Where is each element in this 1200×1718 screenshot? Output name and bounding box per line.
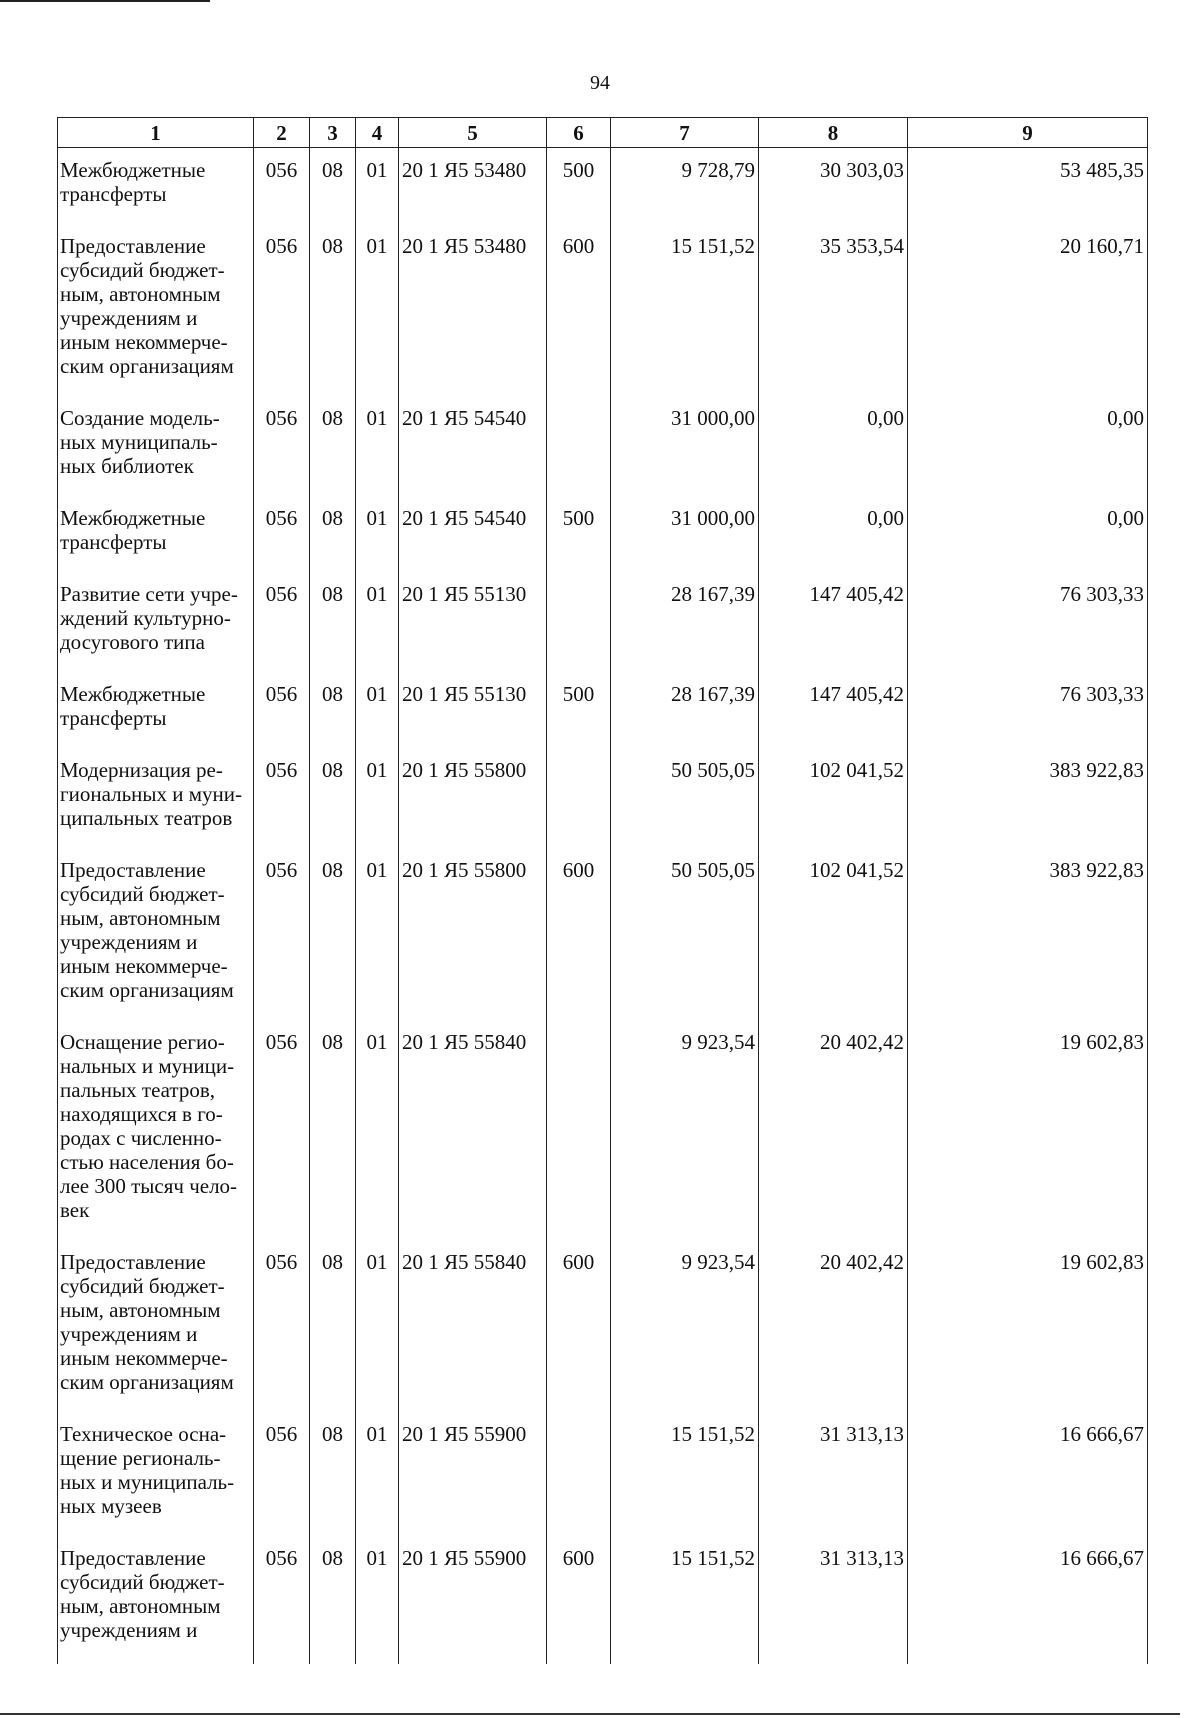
table-row [58, 1412, 1148, 1536]
cell-amount-col8: 30 303,03 [759, 148, 908, 225]
cell-name: Модернизация ре-гиональных и муни-ципальных театров [58, 748, 254, 848]
table-row [58, 396, 1148, 496]
cell-admin-code: 056 [254, 1536, 310, 1664]
cell-expense-type [547, 396, 611, 496]
cell-admin-code: 056 [254, 748, 310, 848]
cell-target-article: 20 1 Я5 55130 [399, 672, 547, 748]
cell-admin-code: 056 [254, 396, 310, 496]
cell-section: 08 [310, 496, 356, 572]
header-col-4: 4 [356, 118, 399, 148]
cell-admin-code: 056 [254, 496, 310, 572]
cell-amount-col7: 50 505,05 [611, 748, 759, 848]
header-col-2: 2 [254, 118, 310, 148]
cell-amount-col8: 0,00 [759, 496, 908, 572]
header-col-7: 7 [611, 118, 759, 148]
cell-subsection: 01 [356, 572, 399, 672]
cell-amount-col7: 15 151,52 [611, 224, 759, 396]
cell-subsection: 01 [356, 748, 399, 848]
cell-amount-col9: 20 160,71 [908, 224, 1148, 396]
cell-amount-col9: 16 666,67 [908, 1412, 1148, 1536]
cell-section: 08 [310, 1536, 356, 1664]
cell-amount-col9: 19 602,83 [908, 1020, 1148, 1240]
cell-target-article: 20 1 Я5 54540 [399, 396, 547, 496]
cell-section: 08 [310, 1412, 356, 1536]
cell-amount-col8: 0,00 [759, 396, 908, 496]
table-row [58, 572, 1148, 672]
cell-target-article: 20 1 Я5 53480 [399, 148, 547, 225]
cell-expense-type: 500 [547, 148, 611, 225]
cell-section: 08 [310, 672, 356, 748]
page-number: 94 [590, 72, 610, 94]
cell-target-article: 20 1 Я5 55840 [399, 1020, 547, 1240]
cell-subsection: 01 [356, 224, 399, 396]
cell-amount-col7: 15 151,52 [611, 1412, 759, 1536]
cell-expense-type: 600 [547, 1240, 611, 1412]
scan-edge-line-top [0, 0, 210, 2]
cell-admin-code: 056 [254, 224, 310, 396]
cell-subsection: 01 [356, 672, 399, 748]
cell-amount-col8: 102 041,52 [759, 848, 908, 1020]
cell-amount-col8: 31 313,13 [759, 1412, 908, 1536]
table-header-row [58, 118, 1148, 148]
cell-amount-col9: 0,00 [908, 496, 1148, 572]
cell-amount-col9: 16 666,67 [908, 1536, 1148, 1664]
cell-subsection: 01 [356, 148, 399, 225]
cell-amount-col7: 31 000,00 [611, 396, 759, 496]
cell-amount-col8: 147 405,42 [759, 572, 908, 672]
cell-target-article: 20 1 Я5 55900 [399, 1536, 547, 1664]
cell-target-article: 20 1 Я5 55800 [399, 748, 547, 848]
cell-name: Межбюджетные трансферты [58, 148, 254, 225]
cell-section: 08 [310, 148, 356, 225]
cell-subsection: 01 [356, 1412, 399, 1536]
cell-name: Развитие сети учре-ждений культурно-досугового типа [58, 572, 254, 672]
cell-target-article: 20 1 Я5 53480 [399, 224, 547, 396]
table-row [58, 1536, 1148, 1664]
cell-name: Оснащение регио-нальных и муници-пальных театров, находящихся в го-родах с численно-стью населения бо-лее 300 тысяч чело-век [58, 1020, 254, 1240]
cell-name: Создание модель-ных муниципаль-ных библиотек [58, 396, 254, 496]
cell-admin-code: 056 [254, 672, 310, 748]
cell-amount-col8: 20 402,42 [759, 1240, 908, 1412]
cell-expense-type: 600 [547, 848, 611, 1020]
cell-amount-col7: 15 151,52 [611, 1536, 759, 1664]
table-body [58, 148, 1148, 1665]
cell-admin-code: 056 [254, 572, 310, 672]
cell-admin-code: 056 [254, 1412, 310, 1536]
cell-expense-type [547, 1412, 611, 1536]
table-row [58, 848, 1148, 1020]
cell-expense-type: 600 [547, 224, 611, 396]
table-row [58, 1020, 1148, 1240]
cell-admin-code: 056 [254, 148, 310, 225]
cell-section: 08 [310, 396, 356, 496]
cell-expense-type: 600 [547, 1536, 611, 1664]
cell-amount-col7: 9 923,54 [611, 1020, 759, 1240]
header-col-3: 3 [310, 118, 356, 148]
cell-admin-code: 056 [254, 1020, 310, 1240]
cell-name: Межбюджетные трансферты [58, 496, 254, 572]
cell-subsection: 01 [356, 1240, 399, 1412]
cell-name: Предоставление субсидий бюджет-ным, автономным учреждениям и иным некоммерче-ским организациям [58, 1240, 254, 1412]
cell-amount-col7: 9 923,54 [611, 1240, 759, 1412]
cell-target-article: 20 1 Я5 54540 [399, 496, 547, 572]
cell-expense-type: 500 [547, 672, 611, 748]
cell-section: 08 [310, 848, 356, 1020]
cell-target-article: 20 1 Я5 55800 [399, 848, 547, 1020]
cell-target-article: 20 1 Я5 55840 [399, 1240, 547, 1412]
header-col-6: 6 [547, 118, 611, 148]
cell-section: 08 [310, 1020, 356, 1240]
cell-amount-col7: 9 728,79 [611, 148, 759, 225]
cell-amount-col8: 31 313,13 [759, 1536, 908, 1664]
cell-amount-col8: 35 353,54 [759, 224, 908, 396]
cell-subsection: 01 [356, 1020, 399, 1240]
cell-amount-col7: 28 167,39 [611, 672, 759, 748]
cell-expense-type [547, 1020, 611, 1240]
header-col-9: 9 [908, 118, 1148, 148]
cell-name: Предоставление субсидий бюджет-ным, автономным учреждениям и [58, 1536, 254, 1664]
cell-expense-type [547, 572, 611, 672]
cell-amount-col9: 76 303,33 [908, 572, 1148, 672]
cell-subsection: 01 [356, 496, 399, 572]
budget-table [57, 117, 1148, 1664]
table-row [58, 748, 1148, 848]
header-col-5: 5 [399, 118, 547, 148]
cell-amount-col9: 19 602,83 [908, 1240, 1148, 1412]
table-row [58, 224, 1148, 396]
cell-section: 08 [310, 224, 356, 396]
cell-target-article: 20 1 Я5 55130 [399, 572, 547, 672]
cell-amount-col9: 53 485,35 [908, 148, 1148, 225]
cell-subsection: 01 [356, 396, 399, 496]
cell-amount-col8: 20 402,42 [759, 1020, 908, 1240]
cell-amount-col9: 76 303,33 [908, 672, 1148, 748]
table-row [58, 496, 1148, 572]
cell-section: 08 [310, 572, 356, 672]
cell-expense-type: 500 [547, 496, 611, 572]
cell-amount-col7: 31 000,00 [611, 496, 759, 572]
header-col-1: 1 [58, 118, 254, 148]
cell-amount-col8: 147 405,42 [759, 672, 908, 748]
cell-admin-code: 056 [254, 848, 310, 1020]
cell-name: Межбюджетные трансферты [58, 672, 254, 748]
scan-edge-line-bottom [0, 1713, 1180, 1715]
cell-section: 08 [310, 748, 356, 848]
table-row [58, 1240, 1148, 1412]
cell-amount-col9: 383 922,83 [908, 748, 1148, 848]
cell-amount-col8: 102 041,52 [759, 748, 908, 848]
cell-section: 08 [310, 1240, 356, 1412]
cell-target-article: 20 1 Я5 55900 [399, 1412, 547, 1536]
cell-name: Предоставление субсидий бюджет-ным, автономным учреждениям и иным некоммерче-ским организациям [58, 224, 254, 396]
table-row [58, 148, 1148, 225]
cell-amount-col7: 28 167,39 [611, 572, 759, 672]
cell-amount-col7: 50 505,05 [611, 848, 759, 1020]
cell-subsection: 01 [356, 1536, 399, 1664]
cell-name: Техническое осна-щение региональ-ных и муниципаль-ных музеев [58, 1412, 254, 1536]
table-row [58, 672, 1148, 748]
cell-amount-col9: 0,00 [908, 396, 1148, 496]
cell-name: Предоставление субсидий бюджет-ным, автономным учреждениям и иным некоммерче-ским организациям [58, 848, 254, 1020]
cell-expense-type [547, 748, 611, 848]
cell-subsection: 01 [356, 848, 399, 1020]
header-col-8: 8 [759, 118, 908, 148]
cell-amount-col9: 383 922,83 [908, 848, 1148, 1020]
cell-admin-code: 056 [254, 1240, 310, 1412]
